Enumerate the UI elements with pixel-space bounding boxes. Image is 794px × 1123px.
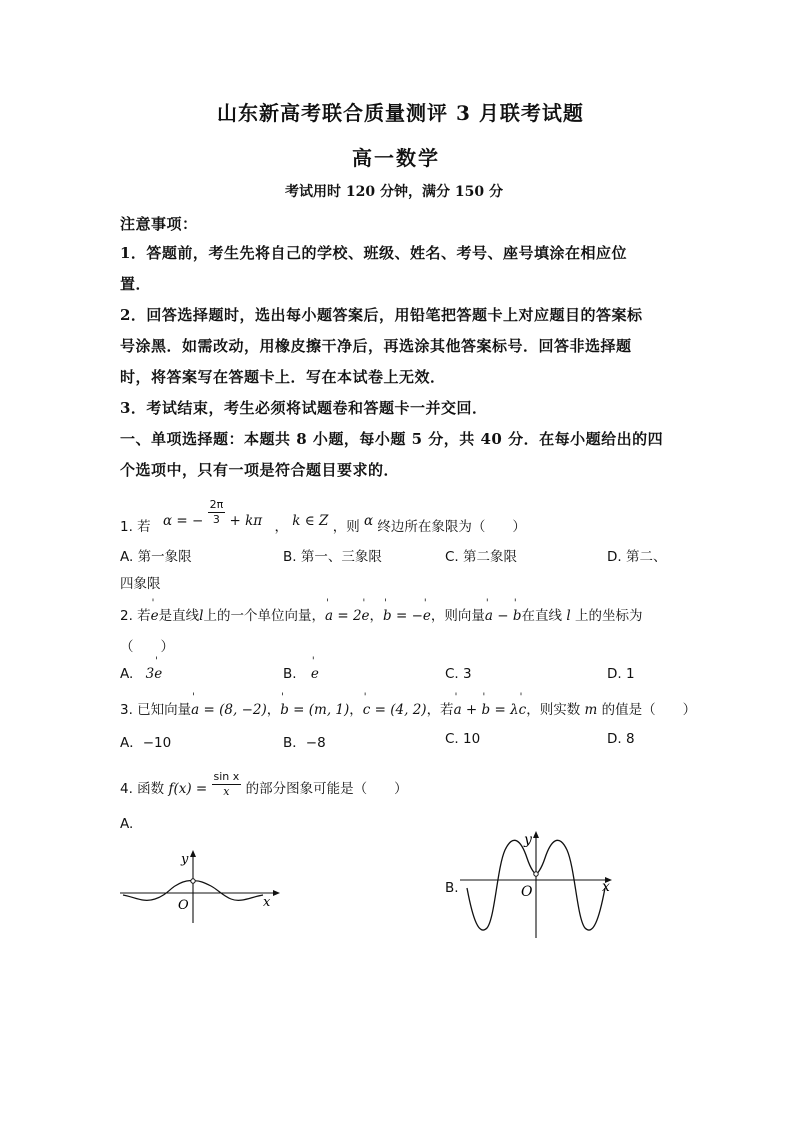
q3-var-m: m	[580, 702, 602, 718]
question-4	[120, 770, 408, 799]
q4-fx: f(x) =	[168, 780, 208, 797]
q4-frac-num: sin x	[213, 770, 240, 783]
q1-suffix: ，则	[332, 518, 360, 535]
q3-option-a: A．−10	[120, 735, 172, 751]
q2-text6: 上的坐标为	[574, 608, 643, 624]
q3-option-b: B．−8	[283, 735, 326, 751]
q4-option-b: B.	[445, 880, 459, 896]
notes-item-1: 1．答题前，考生先将自己的学校、班级、姓名、考号、座号填涂在相应位	[120, 244, 627, 262]
q3-option-d: D. 8	[607, 731, 635, 747]
graph-a-x-label: x	[263, 895, 271, 910]
q1-frac-den: 3	[212, 513, 220, 526]
q2-opt-a-label: A.	[120, 666, 134, 682]
q2-paren: （ ）	[120, 639, 174, 655]
section-heading: 一、单项选择题：本题共 8 小题，每小题 5 分，共 40 分．在每小题给出的四	[120, 430, 664, 448]
q3-condition: ' a + ' b = λ' c	[454, 702, 527, 718]
section-heading-cont: 个选项中，只有一项是符合题目要求的．	[120, 461, 400, 479]
graph-a-y-arrow	[190, 850, 196, 857]
q2-text5: 在直线	[521, 608, 563, 624]
q1-alpha-2: α	[364, 512, 374, 529]
question-2: 2. 若' e是直线l上的一个单位向量，' a = 2' e，' b = −' e，则向量' a − ' b在直线 l 上的坐标为	[120, 604, 642, 624]
q2-option-c: C. 3	[445, 666, 472, 682]
q4-frac-den: x	[223, 785, 230, 798]
q2-line-l-2: l	[562, 608, 575, 624]
q2-text4: ，则向量	[430, 608, 485, 624]
graph-b-y-arrow	[533, 831, 539, 838]
graph-b	[455, 828, 620, 943]
q2-a-minus-b: ' a − ' b	[485, 608, 522, 624]
q1-kpi: + kπ	[229, 512, 263, 529]
q3-text2: ，若	[426, 702, 454, 718]
graph-a-origin-label: O	[178, 898, 189, 913]
q2-text2: 是直线	[158, 608, 200, 624]
q3-vec-c: ' c = (4, 2)	[363, 702, 427, 718]
notes-item-1-cont: 置．	[120, 275, 152, 293]
notes-item-3: 3．考试结束，考生必须将试题卷和答题卡一并交回．	[120, 399, 488, 417]
q4-fraction	[212, 770, 242, 799]
q4-text1: 4. 函数	[120, 780, 165, 797]
q3-text3: ，则实数	[526, 702, 581, 718]
q3-vec-b: ' b = (m, 1)	[280, 702, 349, 718]
graph-a-x-arrow	[273, 890, 280, 896]
notes-heading: 注意事项：	[120, 215, 198, 233]
q2-b-eq: ' b = −' e	[383, 608, 431, 624]
q2-opt-b-value: ' e	[311, 666, 319, 682]
graph-b-y-label: y	[524, 832, 532, 848]
q1-option-c: C. 第二象限	[445, 549, 518, 565]
question-1: 1. 若 α = − $\frac{2\pi}{3}$ + kπ ， k ∈ Z ，则 α 终边所在象限为（ ）	[120, 498, 526, 535]
graph-a	[115, 845, 285, 925]
q3-text1: 3. 已知向量	[120, 702, 192, 718]
q1-frac-num: 2π	[209, 498, 224, 511]
subject-title: 高一数学	[352, 146, 440, 170]
q1-option-a: A. 第一象限	[120, 549, 192, 565]
q1-condition: k ∈ Z	[292, 512, 329, 529]
q1-fraction	[208, 498, 226, 527]
graph-b-hole	[534, 872, 538, 876]
q3-text4: 的值是（ ）	[601, 702, 697, 718]
q3-option-c: C. 10	[445, 731, 481, 747]
graph-a-hole	[191, 879, 195, 883]
graph-b-origin-label: O	[521, 884, 533, 900]
graph-b-x-label: x	[602, 879, 610, 895]
q2-option-a	[120, 666, 162, 682]
q1-suffix2: 终边所在象限为（ ）	[377, 518, 526, 535]
q4-text2: 的部分图象可能是（ ）	[245, 780, 408, 797]
q3-vec-a: ' a = (8, −2)	[191, 702, 267, 718]
q2-option-b	[283, 666, 319, 682]
q2-a-eq: ' a = 2' e	[325, 608, 370, 624]
exam-info: 考试用时 120 分钟，满分 150 分	[285, 184, 503, 200]
q2-opt-a-value: 3' e	[146, 666, 163, 682]
q2-text3: 上的一个单位向量，	[203, 608, 325, 624]
q1-option-d-cont: 四象限	[120, 576, 161, 592]
q4-option-a: A.	[120, 816, 134, 832]
q1-prefix: 1. 若	[120, 518, 151, 535]
q2-option-d: D. 1	[607, 666, 635, 682]
notes-item-2-cont2: 时，将答案写在答题卡上．写在本试卷上无效．	[120, 368, 446, 386]
q1-option-b: B. 第一、三象限	[283, 549, 382, 565]
exam-title: 山东新高考联合质量测评 3 月联考试题	[217, 101, 584, 125]
q2-text1: 2. 若	[120, 608, 151, 624]
notes-item-2: 2．回答选择题时，选出每小题答案后，用铅笔把答题卡上对应题目的答案标	[120, 306, 643, 324]
question-3: 3. 已知向量' a = (8, −2)，' b = (m, 1)，' c = (4, 2)，若' a + ' b = λ' c，则实数 m 的值是（ ）	[120, 698, 696, 718]
notes-item-2-cont: 号涂黑．如需改动，用橡皮擦干净后，再选涂其他答案标号．回答非选择题	[120, 337, 632, 355]
q2-vec-e: ' e	[151, 608, 159, 624]
graph-a-y-label: y	[181, 852, 189, 867]
q1-alpha: α = −	[162, 512, 204, 529]
q2-line-l: l	[199, 608, 204, 624]
q2-opt-b-label: B.	[283, 666, 297, 682]
q1-option-d: D. 第二、	[607, 549, 667, 565]
